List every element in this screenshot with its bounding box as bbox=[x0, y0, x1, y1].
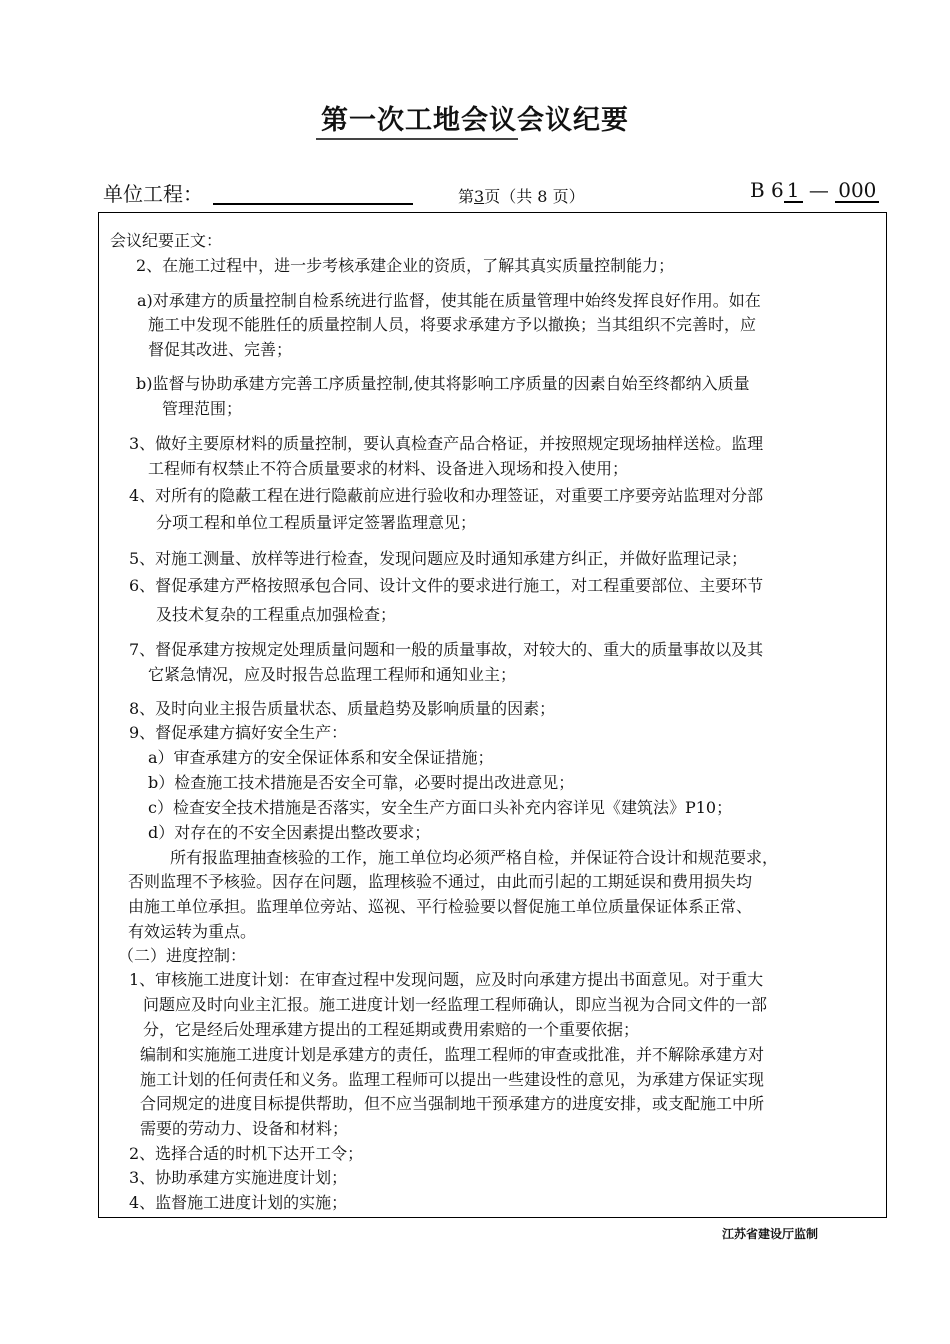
text-line: 7、督促承建方按规定处理质量问题和一般的质量事故，对较大的、重大的质量事故以及其 bbox=[129, 640, 764, 659]
text-line: 5、对施工测量、放样等进行检查，发现问题应及时通知承建方纠正，并做好监理记录； bbox=[129, 549, 748, 568]
text-line: （二）进度控制： bbox=[118, 946, 247, 965]
page-info: 第3页（共 8 页） bbox=[458, 187, 585, 206]
text-line: a）审查承建方的安全保证体系和安全保证措施； bbox=[148, 748, 494, 767]
text-line: 会议纪要正文： bbox=[110, 231, 223, 250]
title-underline bbox=[316, 138, 518, 140]
unit-project-blank bbox=[213, 203, 413, 205]
text-line: c）检查安全技术措施是否落实，安全生产方面口头补充内容详见《建筑法》P10； bbox=[148, 798, 733, 817]
text-line: 合同规定的进度目标提供帮助，但不应当强制地干预承建方的进度安排，或支配施工中所 bbox=[140, 1094, 765, 1113]
text-line: 1、审核施工进度计划：在审查过程中发现问题，应及时向承建方提出书面意见。对于重大 bbox=[129, 970, 764, 989]
text-line: 分项工程和单位工程质量评定签署监理意见； bbox=[156, 513, 477, 532]
text-line: 2、在施工过程中，进一步考核承建企业的资质，了解其真实质量控制能力； bbox=[136, 256, 675, 275]
text-line: 施工计划的任何责任和义务。监理工程师可以提出一些建设性的意见，为承建方保证实现 bbox=[140, 1070, 765, 1089]
code-number: 1 bbox=[784, 179, 803, 203]
text-line: 编制和实施施工进度计划是承建方的责任，监理工程师的审查或批准，并不解除承建方对 bbox=[140, 1045, 765, 1064]
text-line: 9、督促承建方搞好安全生产： bbox=[129, 723, 348, 742]
document-code: B 6 1 — 000 bbox=[750, 178, 879, 203]
text-line: 否则监理不予核验。因存在问题，监理核验不通过，由此而引起的工期延误和费用损失均 bbox=[128, 872, 753, 891]
text-line: 6、督促承建方严格按照承包合同、设计文件的要求进行施工，对工程重要部位、主要环节 bbox=[129, 576, 764, 595]
text-line: d）对存在的不安全因素提出整改要求； bbox=[148, 823, 431, 842]
text-line: 分，它是经后处理承建方提出的工程延期或费用索赔的一个重要依据； bbox=[143, 1020, 640, 1039]
text-line: 需要的劳动力、设备和材料； bbox=[140, 1119, 349, 1138]
text-line: 由施工单位承担。监理单位旁站、巡视、平行检验要以督促施工单位质量保证体系正常、 bbox=[128, 897, 753, 916]
text-line: 4、监督施工进度计划的实施； bbox=[129, 1193, 348, 1212]
text-line: 施工中发现不能胜任的质量控制人员，将要求承建方予以撤换；当其组织不完善时，应 bbox=[148, 315, 757, 334]
text-line: 8、及时向业主报告质量状态、质量趋势及影响质量的因素； bbox=[129, 699, 556, 718]
text-line: 问题应及时向业主汇报。施工进度计划一经监理工程师确认，即应当视为合同文件的一部 bbox=[143, 995, 768, 1014]
code-serial: 000 bbox=[835, 179, 879, 203]
document-title: 第一次工地会议会议纪要 bbox=[321, 105, 629, 136]
text-line: 有效运转为重点。 bbox=[128, 922, 257, 941]
text-line: 3、协助承建方实施进度计划； bbox=[129, 1168, 348, 1187]
text-line: b)监督与协助承建方完善工序质量控制,使其将影响工序质量的因素自始至终都纳入质量 bbox=[136, 374, 750, 393]
text-line: 2、选择合适的时机下达开工令； bbox=[129, 1144, 364, 1163]
page-total: 8 bbox=[537, 187, 548, 206]
text-line: 所有报监理抽查核验的工作，施工单位均必须严格自检，并保证符合设计和规范要求， bbox=[170, 848, 779, 867]
footer-issuer: 江苏省建设厅监制 bbox=[722, 1227, 819, 1241]
page-number: 3 bbox=[474, 187, 485, 206]
text-line: 工程师有权禁止不符合质量要求的材料、设备进入现场和投入使用； bbox=[148, 459, 629, 478]
text-line: 管理范围； bbox=[162, 399, 243, 418]
text-line: 督促其改进、完善； bbox=[148, 340, 293, 359]
text-line: 它紧急情况，应及时报告总监理工程师和通知业主； bbox=[148, 665, 517, 684]
text-line: a)对承建方的质量控制自检系统进行监督，使其能在质量管理中始终发挥良好作用。如在 bbox=[137, 291, 761, 310]
text-line: b）检查施工技术措施是否安全可靠，必要时提出改进意见； bbox=[148, 773, 575, 792]
minutes-content-box bbox=[98, 212, 887, 1218]
text-line: 4、对所有的隐蔽工程在进行隐蔽前应进行验收和办理签证，对重要工序要旁站监理对分部 bbox=[129, 486, 764, 505]
text-line: 3、做好主要原材料的质量控制，要认真检查产品合格证，并按照规定现场抽样送检。监理 bbox=[129, 434, 764, 453]
text-line: 及技术复杂的工程重点加强检查； bbox=[156, 605, 397, 624]
unit-project-label: 单位工程： bbox=[103, 182, 203, 206]
